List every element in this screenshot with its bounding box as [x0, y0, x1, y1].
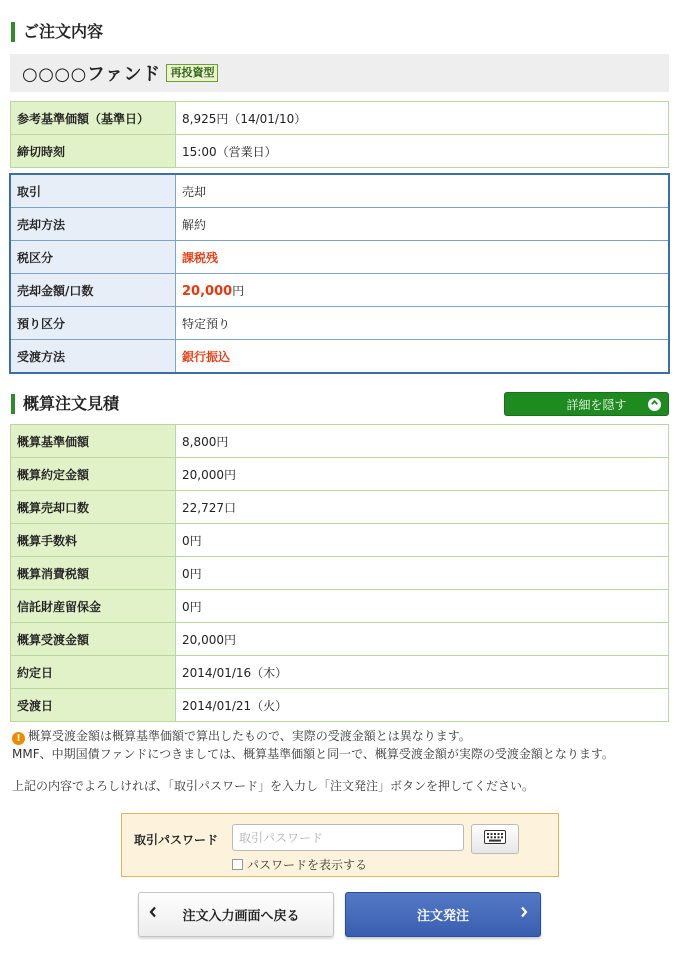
table-row	[11, 241, 669, 274]
table-row	[11, 557, 669, 590]
delivery-method-text: 銀行振込	[182, 349, 231, 364]
sell-amount-value	[176, 274, 669, 307]
deadline-value: 15:00（営業日）	[176, 135, 669, 168]
password-panel	[121, 813, 559, 877]
table-row	[11, 425, 669, 458]
tax-category-value	[176, 241, 669, 274]
instruction-text: 上記の内容でよろしければ、「取引パスワード」を入力し「注文発注」ボタンを押してください。	[12, 779, 535, 793]
table-row	[11, 689, 669, 722]
estimate-row-label: 信託財産留保金	[11, 590, 176, 623]
table-row	[11, 102, 669, 135]
estimate-row-label: 概算約定金額	[11, 458, 176, 491]
estimate-row-label: 概算消費税額	[11, 557, 176, 590]
tax-category-label: 税区分	[11, 241, 176, 274]
estimate-row-label: 概算基準価額	[11, 425, 176, 458]
fund-name: ○○○○ファンド	[22, 64, 161, 85]
estimate-row-value: 2014/01/21（火）	[176, 689, 669, 722]
show-password-label: パスワードを表示する	[247, 858, 368, 872]
sell-amount-unit: 円	[232, 283, 245, 298]
estimate-row-value: 2014/01/16（木）	[176, 656, 669, 689]
estimate-row-label: 概算売却口数	[11, 491, 176, 524]
table-row	[11, 307, 669, 340]
table-row	[11, 656, 669, 689]
custody-value: 特定預り	[176, 307, 669, 340]
keyboard-icon	[484, 830, 506, 848]
estimate-row-value: 0円	[176, 557, 669, 590]
password-input[interactable]	[232, 824, 464, 851]
table-row	[11, 208, 669, 241]
note-text: 概算受渡金額は概算基準価額で算出したもので、実際の受渡金額とは異なります。	[28, 729, 471, 743]
back-to-order-input-button[interactable]	[138, 892, 334, 937]
show-password-checkbox[interactable]	[232, 859, 243, 870]
estimate-row-label: 概算受渡金額	[11, 623, 176, 656]
reference-price-label: 参考基準価額（基準日）	[11, 102, 176, 135]
note-line: MMF、中期国債ファンドにつきましては、概算基準価額と同一で、概算受渡金額が実際の受渡金額となります。	[12, 747, 614, 761]
trade-value: 売却	[176, 175, 669, 208]
custody-label: 預り区分	[11, 307, 176, 340]
delivery-method-label: 受渡方法	[11, 340, 176, 373]
estimate-row-value: 8,800円	[176, 425, 669, 458]
estimate-row-value: 20,000円	[176, 623, 669, 656]
tax-category-text: 課税残	[182, 250, 219, 265]
hide-details-button[interactable]	[504, 392, 669, 416]
table-row	[11, 175, 669, 208]
order-section-title: ご注文内容	[11, 22, 103, 42]
estimate-table	[10, 424, 669, 722]
password-label: 取引パスワード	[134, 833, 219, 847]
table-row	[11, 623, 669, 656]
chevron-up-icon	[648, 398, 661, 411]
notes	[12, 727, 672, 763]
estimate-row-label: 受渡日	[11, 689, 176, 722]
table-row	[11, 340, 669, 373]
fund-header	[10, 54, 669, 92]
note-line	[12, 727, 672, 745]
back-button-label: 注文入力画面へ戻る	[182, 909, 300, 924]
table-row	[11, 491, 669, 524]
sell-amount-label: 売却金額/口数	[11, 274, 176, 307]
fund-type-badge: 再投資型	[166, 64, 218, 82]
place-order-button[interactable]	[345, 892, 541, 937]
software-keyboard-button[interactable]	[471, 824, 519, 854]
trade-table	[10, 174, 669, 373]
order-button-label: 注文発注	[416, 909, 469, 924]
show-password-toggle[interactable]	[232, 856, 367, 873]
estimate-row-label: 約定日	[11, 656, 176, 689]
delivery-method-value	[176, 340, 669, 373]
sell-amount-number: 20,000	[182, 283, 233, 299]
sell-method-value: 解約	[176, 208, 669, 241]
chevron-right-icon	[520, 906, 528, 922]
sell-method-label: 売却方法	[11, 208, 176, 241]
chevron-left-icon	[149, 906, 157, 922]
estimate-row-value: 0円	[176, 524, 669, 557]
warning-icon: !	[12, 732, 25, 745]
estimate-row-label: 概算手数料	[11, 524, 176, 557]
table-row	[11, 458, 669, 491]
table-row	[11, 135, 669, 168]
reference-price-value: 8,925円（14/01/10）	[176, 102, 669, 135]
trade-label: 取引	[11, 175, 176, 208]
estimate-section-title: 概算注文見積	[11, 394, 119, 414]
table-row	[11, 274, 669, 307]
estimate-row-value: 20,000円	[176, 458, 669, 491]
hide-details-label: 詳細を隠す	[566, 397, 627, 412]
table-row	[11, 590, 669, 623]
estimate-row-value: 22,727口	[176, 491, 669, 524]
reference-table	[10, 101, 669, 168]
estimate-row-value: 0円	[176, 590, 669, 623]
deadline-label: 締切時刻	[11, 135, 176, 168]
table-row	[11, 524, 669, 557]
